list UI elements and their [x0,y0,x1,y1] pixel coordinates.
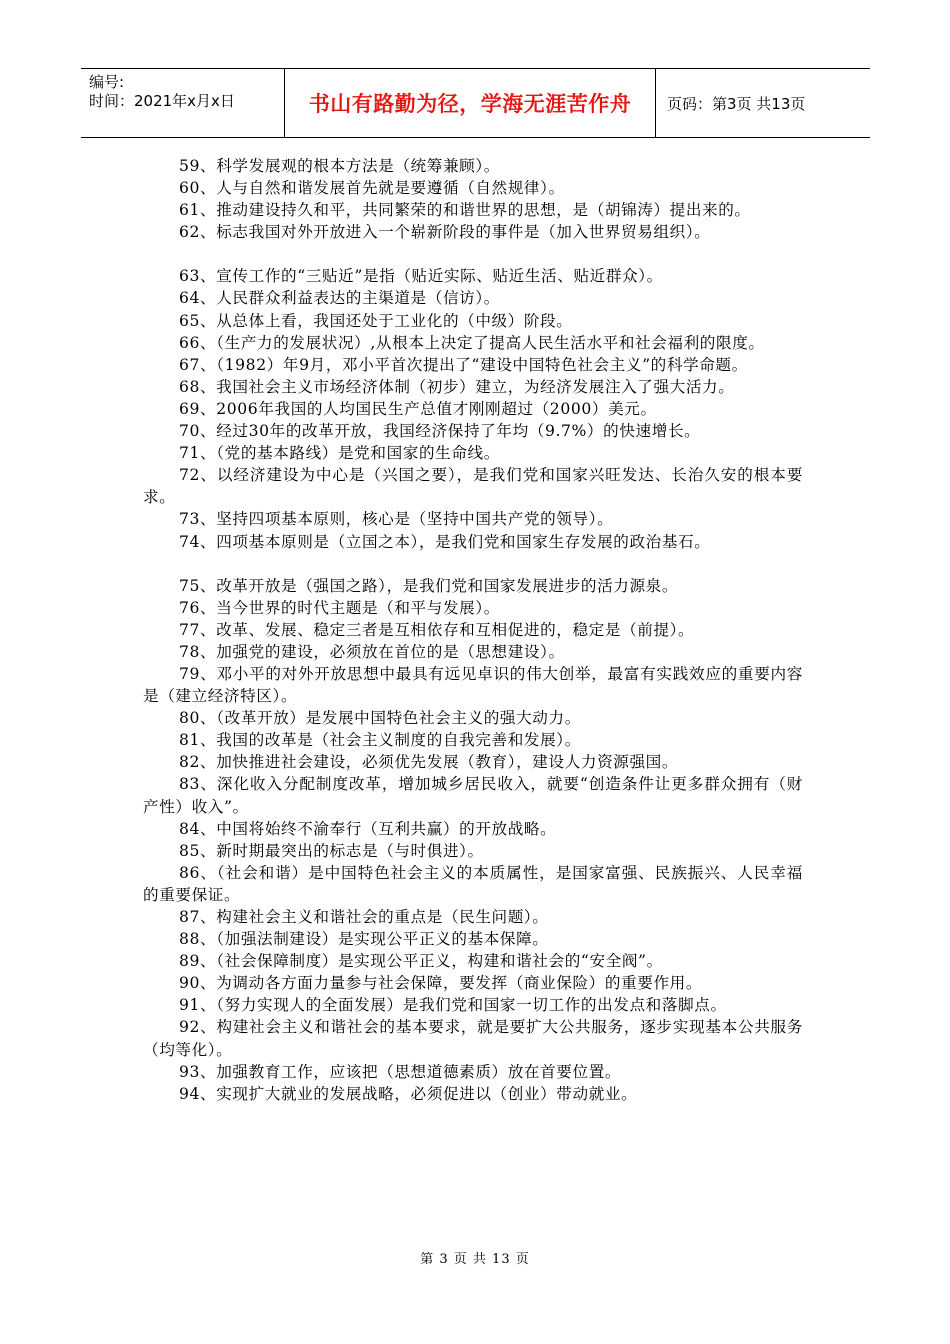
header-meta [81,69,284,137]
question-item: 77、改革、发展、稳定三者是互相依存和互相促进的，稳定是（前提）。 [179,620,695,639]
page-footer: 第 3 页 共 13 页 [420,1252,530,1267]
question-item: 80、（改革开放）是发展中国特色社会主义的强大动力。 [179,709,581,728]
question-item: 68、我国社会主义市场经济体制（初步）建立，为经济发展注入了强大活力。 [179,377,735,396]
question-item: 61、推动建设持久和平，共同繁荣的和谐世界的思想，是（胡锦涛）提出来的。 [179,201,751,220]
paragraph-spacer [143,553,803,575]
question-item: 66、（生产力的发展状况）,从根本上决定了提高人民生活水平和社会福利的限度。 [179,333,765,352]
question-item: 82、加快推进社会建设，必须优先发展（教育），建设人力资源强国。 [179,753,679,772]
question-item: 63、宣传工作的“三贴近”是指（贴近实际、贴近生活、贴近群众）。 [179,267,663,286]
question-item: 76、当今世界的时代主题是（和平与发展）。 [179,598,500,617]
question-item: 72、以经济建设为中心是（兴国之要），是我们党和国家兴旺发达、长治久安的根本要求。 [143,466,803,507]
question-item: 64、人民群众利益表达的主渠道是（信访）。 [179,289,500,308]
question-item: 59、科学发展观的根本方法是（统筹兼顾）。 [179,157,500,175]
question-item: 91、（努力实现人的全面发展）是我们党和国家一切工作的出发点和落脚点。 [179,996,727,1015]
question-item: 60、人与自然和谐发展首先就是要遵循（自然规律）。 [179,179,565,198]
question-item: 90、为调动各方面力量参与社会保障，要发挥（商业保险）的重要作用。 [179,974,703,993]
question-item: 73、坚持四项基本原则，核心是（坚持中国共产党的领导）。 [179,510,614,529]
question-item: 81、我国的改革是（社会主义制度的自我完善和发展）。 [179,731,581,750]
question-item: 79、邓小平的对外开放思想中最具有远见卓识的伟大创举，最富有实践效应的重要内容是（建立经济特区）。 [143,664,803,706]
question-item: 87、构建社会主义和谐社会的重点是（民生问题）。 [179,908,549,926]
question-item: 84、中国将始终不渝奉行（互利共赢）的开放战略。 [179,819,557,838]
question-item: 65、从总体上看，我国还处于工业化的（中级）阶段。 [179,311,573,330]
question-item: 88、（加强法制建设）是实现公平正义的基本保障。 [179,930,549,949]
question-item: 75、改革开放是（强国之路），是我们党和国家发展进步的活力源泉。 [179,576,679,595]
question-item: 62、标志我国对外开放进入一个崭新阶段的事件是（加入世界贸易组织）。 [179,223,711,242]
question-item: 67、（1982）年9月，邓小平首次提出了“建设中国特色社会主义”的科学命题。 [179,355,748,374]
header-page-label: 页码：第3页 共13页 [667,94,806,113]
question-item: 74、四项基本原则是（立国之本），是我们党和国家生存发展的政治基石。 [179,532,711,551]
header-motto: 书山有路勤为径，学海无涯苦作舟 [284,69,656,137]
question-item: 78、加强党的建设，必须放在首位的是（思想建设）。 [179,642,565,661]
question-item: 86、（社会和谐）是中国特色社会主义的本质属性，是国家富强、民族振兴、人民幸福的重要保证。 [143,863,803,904]
question-item: 71、（党的基本路线）是党和国家的生命线。 [179,444,500,463]
question-item: 89、（社会保障制度）是实现公平正义，构建和谐社会的“安全阀”。 [179,952,663,971]
question-item: 94、实现扩大就业的发展战略，必须促进以（创业）带动就业。 [179,1084,638,1103]
question-item: 83、深化收入分配制度改革，增加城乡居民收入，就要“创造条件让更多群众拥有（财产性）收入”。 [143,775,803,816]
question-item: 85、新时期最突出的标志是（与时俱进）。 [179,841,484,860]
page-header [81,68,870,138]
document-number-label: 编号: [89,73,125,91]
document-time-label: 时间：2021年x月x日 [89,92,235,110]
paragraph-spacer [143,243,803,265]
question-item: 69、2006年我国的人均国民生产总值才刚刚超过（2000）美元。 [179,399,657,418]
question-item: 70、经过30年的改革开放，我国经济保持了年均（9.7%）的快速增长。 [179,422,701,441]
question-item: 93、加强教育工作，应该把（思想道德素质）放在首要位置。 [179,1062,622,1081]
question-item: 92、构建社会主义和谐社会的基本要求，就是要扩大公共服务，逐步实现基本公共服务（均等化）。 [143,1018,803,1059]
question-list [143,155,803,1105]
